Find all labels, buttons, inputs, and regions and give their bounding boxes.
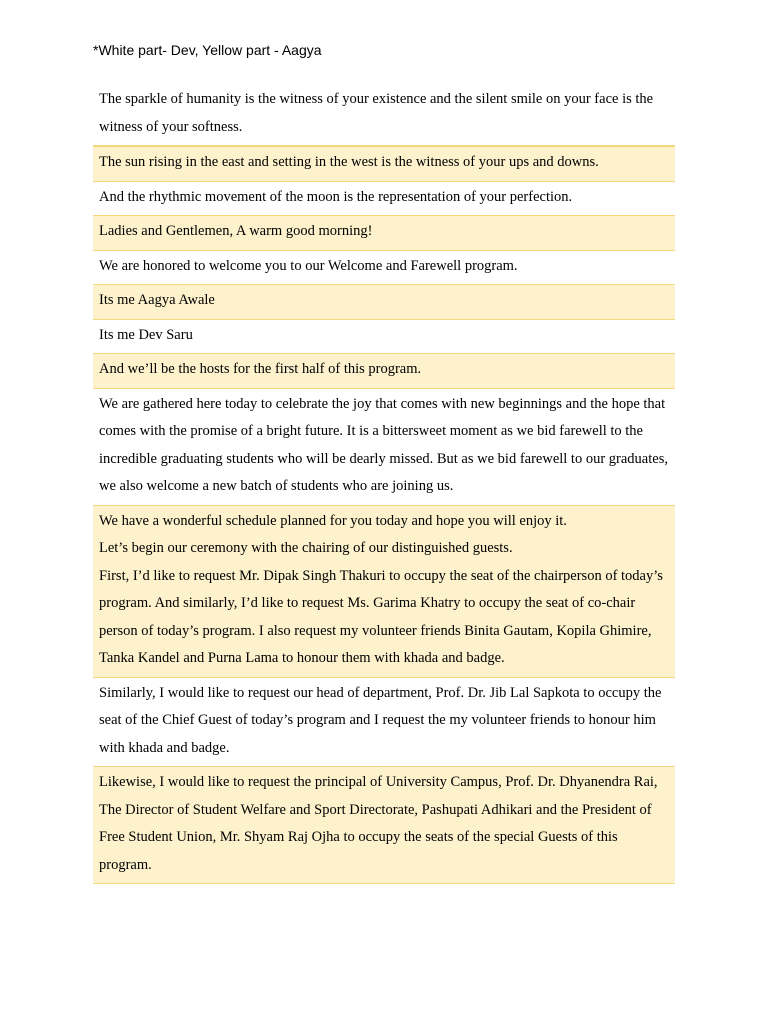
script-table xyxy=(93,84,675,884)
speaker-legend-note: *White part- Dev, Yellow part - Aagya xyxy=(93,42,322,58)
dev-line-cell xyxy=(93,319,675,354)
script-line-text: Its me Aagya Awale xyxy=(99,292,215,308)
script-row xyxy=(93,216,675,251)
dev-line-cell xyxy=(93,84,675,146)
script-line-text: The sparkle of humanity is the witness of your existence and the silent smile on your face is the witness of your softness. xyxy=(99,91,654,135)
script-line-text: First, I’d like to request Mr. Dipak Singh Thakuri to occupy the seat of the chairperson of today’s program. And similarly, I’d like to request Ms. Garima Khatry to occupy the seat of co-chair person of today’s program. I also request my volunteer friends Binita Gautam, Kopila Ghimire, Tanka Kandel and Purna Lama to honour them with khada and badge. xyxy=(99,567,663,666)
script-line-text: And we’ll be the hosts for the first half of this program. xyxy=(99,361,422,377)
script-line-text: Likewise, I would like to request the principal of University Campus, Prof. Dr. Dhyanendra Rai, The Director of Student Welfare and Sport Directorate, Pashupati Adhikari and the President of Free Student Union, Mr. Shyam Raj Ojha to occupy the seats of the special Guests of this program. xyxy=(99,774,658,873)
script-line-text: Ladies and Gentlemen, A warm good morning! xyxy=(99,223,373,239)
aagya-line-cell xyxy=(93,146,675,181)
dev-line-cell xyxy=(93,250,675,285)
script-row xyxy=(93,354,675,389)
script-row xyxy=(93,677,675,767)
script-row xyxy=(93,767,675,884)
aagya-line-cell xyxy=(93,216,675,251)
script-line-text: We are honored to welcome you to our Welcome and Farewell program. xyxy=(99,257,518,274)
script-line-text: We have a wonderful schedule planned for you today and hope you will enjoy it. xyxy=(99,512,567,529)
script-row xyxy=(93,505,675,677)
script-row xyxy=(93,388,675,505)
aagya-line-cell xyxy=(93,767,675,884)
dev-line-cell xyxy=(93,388,675,505)
dev-line-cell xyxy=(93,677,675,767)
script-row xyxy=(93,84,675,146)
script-row xyxy=(93,250,675,285)
script-line-text: We are gathered here today to celebrate the joy that comes with new beginnings and the hope that comes with the promise of a bright future. It is a bittersweet moment as we bid farewell to the incredible graduating students who will be dearly missed. But as we bid farewell to our graduates, we also welcome a new batch of students who are joining us. xyxy=(99,395,668,494)
script-row xyxy=(93,146,675,181)
script-row xyxy=(93,181,675,216)
script-row xyxy=(93,319,675,354)
script-line-text: Let’s begin our ceremony with the chairing of our distinguished guests. xyxy=(99,540,513,556)
script-rows xyxy=(93,84,675,884)
script-row xyxy=(93,285,675,320)
script-line-text: And the rhythmic movement of the moon is the representation of your perfection. xyxy=(99,188,573,205)
aagya-line-cell xyxy=(93,505,675,677)
script-line-text: Its me Dev Saru xyxy=(99,326,193,343)
script-line-text: Similarly, I would like to request our head of department, Prof. Dr. Jib Lal Sapkota to occupy the seat of the Chief Guest of today’s program and I request the my volunteer friends to honour him with khada and badge. xyxy=(99,684,662,756)
script-line-text: The sun rising in the east and setting in the west is the witness of your ups and downs. xyxy=(99,154,599,170)
dev-line-cell xyxy=(93,181,675,216)
aagya-line-cell xyxy=(93,354,675,389)
aagya-line-cell xyxy=(93,285,675,320)
